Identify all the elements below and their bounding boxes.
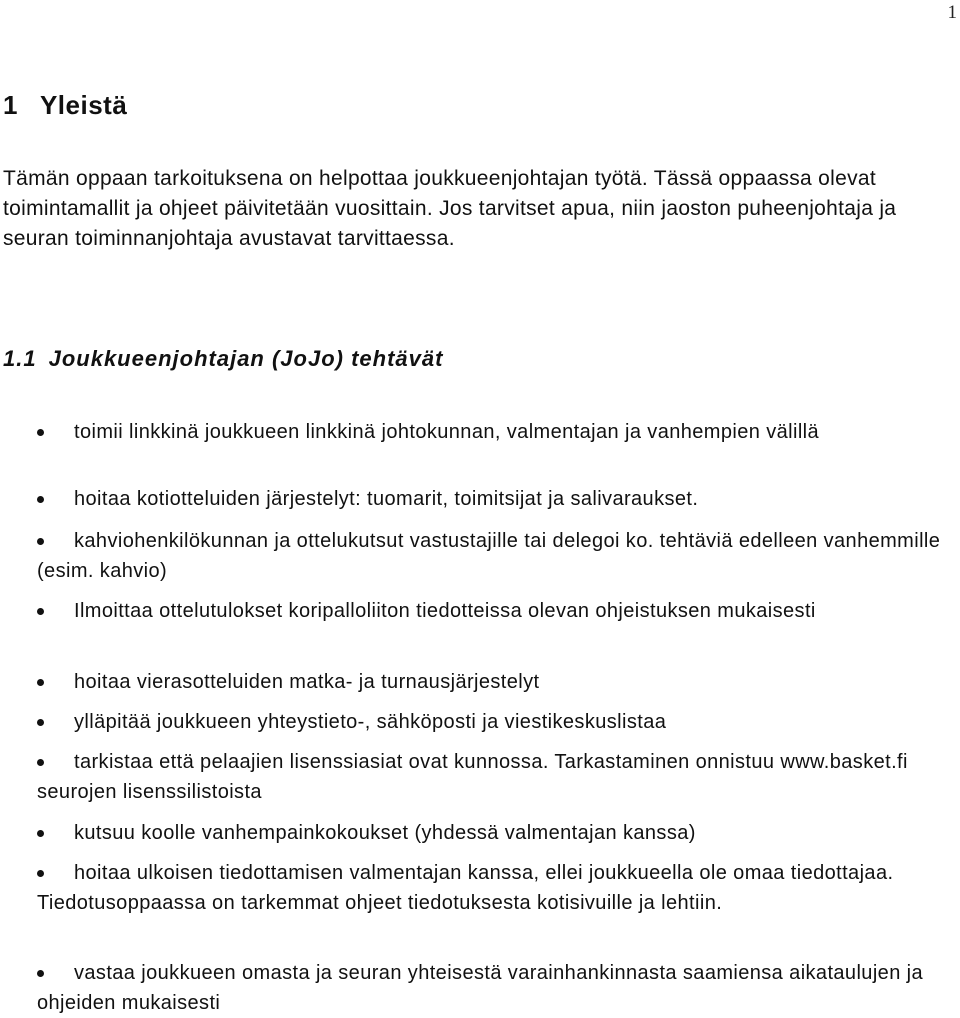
list-item-text: ylläpitää joukkueen yhteystieto-, sähköposti ja viestikeskuslistaa xyxy=(74,711,667,733)
list-item-text: vastaa joukkueen omasta ja seuran yhteisestä varainhankinnasta saamiensa aikataulujen ja ohjeiden mukaisesti xyxy=(37,962,924,1014)
list-item xyxy=(37,958,942,1018)
section-title: Yleistä xyxy=(39,90,128,120)
subsection-number: 1.1 xyxy=(3,346,37,371)
list-item-text: tarkistaa että pelaajien lisenssiasiat ovat kunnossa. Tarkastaminen onnistuu www.basket.fi seurojen lisenssilistoista xyxy=(37,751,908,803)
list-item-text: Ilmoittaa ottelutulokset koripalloliiton tiedotteissa olevan ohjeistuksen mukaisesti xyxy=(74,600,816,622)
page-number: 1 xyxy=(947,2,957,23)
list-item-text: hoitaa ulkoisen tiedottamisen valmentajan kanssa, ellei joukkueella ole omaa tiedottajaa. Tiedotusoppaassa on tarkemmat ohjeet tiedotuksesta kotisivuille ja lehtiin. xyxy=(37,862,894,914)
list-item-text: toimii linkkinä joukkueen linkkinä johtokunnan, valmentajan ja vanhempien välillä xyxy=(74,421,820,443)
bullet-icon xyxy=(37,719,44,726)
bullet-icon xyxy=(37,759,44,766)
bullet-icon xyxy=(37,429,44,436)
list-item xyxy=(37,417,942,447)
subsection-title: Joukkueenjohtajan (JoJo) tehtävät xyxy=(48,346,444,371)
bullet-icon xyxy=(37,830,44,837)
list-item xyxy=(37,747,942,807)
list-item-text: hoitaa kotiotteluiden järjestelyt: tuomarit, toimitsijat ja salivaraukset. xyxy=(74,488,699,510)
list-item-text: kahviohenkilökunnan ja ottelukutsut vastustajille tai delegoi ko. tehtäviä edelleen vanhemmille (esim. kahvio) xyxy=(37,530,941,582)
list-item xyxy=(37,818,942,848)
bullet-icon xyxy=(37,970,44,977)
list-item xyxy=(37,858,942,918)
bullet-icon xyxy=(37,538,44,545)
intro-paragraph: Tämän oppaan tarkoituksena on helpottaa joukkueenjohtajan työtä. Tässä oppaassa olevat toimintamallit ja ohjeet päivitetään vuosittain. Jos tarvitset apua, niin jaoston puheenjohtaja ja seuran toiminnanjohtaja avustavat tarvittaessa. xyxy=(3,167,897,250)
section-number: 1 xyxy=(3,90,18,120)
bullet-icon xyxy=(37,496,44,503)
list-item xyxy=(37,596,942,626)
bullet-icon xyxy=(37,608,44,615)
list-item xyxy=(37,526,942,586)
list-item-text: kutsuu koolle vanhempainkokoukset (yhdessä valmentajan kanssa) xyxy=(74,822,696,844)
list-item-text: hoitaa vierasotteluiden matka- ja turnausjärjestelyt xyxy=(74,671,540,693)
bullet-icon xyxy=(37,870,44,877)
bullet-icon xyxy=(37,679,44,686)
list-item xyxy=(37,667,942,697)
list-item xyxy=(37,707,942,737)
list-item xyxy=(37,484,942,514)
